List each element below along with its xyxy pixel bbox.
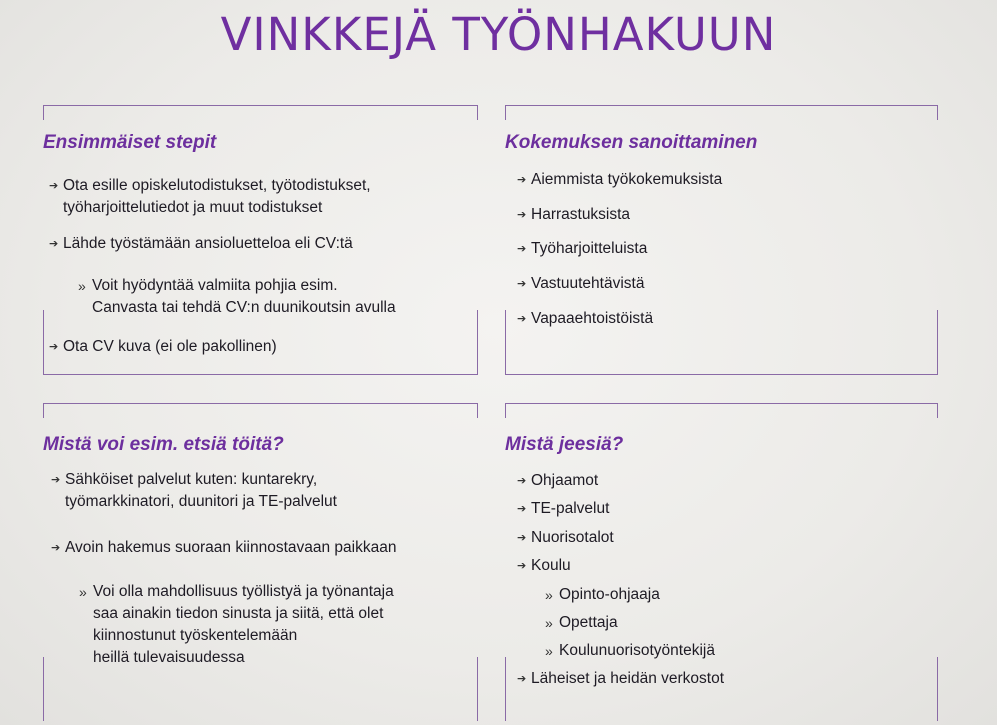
arrow-icon: ➔ — [517, 278, 527, 290]
double-chevron-icon: » — [545, 615, 553, 631]
item-line: Nuorisotalot — [531, 529, 614, 546]
double-chevron-icon: » — [545, 587, 553, 603]
frame-top — [505, 105, 938, 120]
panel-where-search — [43, 403, 478, 721]
list-item — [517, 498, 609, 520]
frame-top — [43, 105, 478, 120]
list-item — [517, 273, 644, 295]
panel-heading: Mistä voi esim. etsiä töitä? — [43, 434, 284, 455]
item-line: Avoin hakemus suoraan kiinnostavaan paikkaan — [65, 539, 397, 556]
arrow-icon: ➔ — [517, 243, 527, 255]
arrow-icon: ➔ — [49, 238, 59, 250]
double-chevron-icon: » — [78, 278, 86, 294]
panel-experience — [505, 105, 938, 375]
list-item — [517, 169, 722, 191]
double-chevron-icon: » — [79, 584, 87, 600]
item-line: Voit hyödyntää valmiita pohjia esim. — [92, 277, 338, 294]
list-item — [49, 233, 353, 255]
sub-list-item — [545, 612, 618, 634]
list-item — [51, 537, 396, 559]
item-line: Läheiset ja heidän verkostot — [531, 670, 725, 687]
item-line: heillä tulevaisuudessa — [93, 649, 245, 666]
item-line: Aiemmista työkokemuksista — [531, 171, 723, 188]
item-line: Vapaaehtoistöistä — [531, 310, 654, 327]
list-item — [517, 668, 724, 690]
item-line: Harrastuksista — [531, 206, 631, 223]
item-line: työharjoittelutiedot ja muut todistukset — [63, 199, 323, 216]
list-item — [517, 238, 647, 260]
item-line: Sähköiset palvelut kuten: kuntarekry, — [65, 471, 318, 488]
list-item — [517, 527, 614, 549]
arrow-icon: ➔ — [49, 341, 59, 353]
arrow-icon: ➔ — [51, 474, 61, 486]
item-line: Koulu — [531, 557, 571, 574]
arrow-icon: ➔ — [517, 673, 527, 685]
panel-heading: Kokemuksen sanoittaminen — [505, 132, 758, 153]
arrow-icon: ➔ — [517, 174, 527, 186]
arrow-icon: ➔ — [49, 180, 59, 192]
panel-heading: Mistä jeesiä? — [505, 434, 624, 455]
item-line: Opettaja — [559, 614, 618, 631]
list-item — [49, 175, 371, 219]
double-chevron-icon: » — [545, 643, 553, 659]
sub-list-item — [545, 640, 715, 662]
list-item — [517, 204, 630, 226]
item-line: Koulunuorisotyöntekijä — [559, 642, 715, 659]
frame-top — [43, 403, 478, 418]
item-line: Työharjoitteluista — [531, 240, 648, 257]
arrow-icon: ➔ — [517, 532, 527, 544]
item-line: Lähde työstämään ansioluetteloa eli CV:tä — [63, 235, 353, 252]
list-item — [517, 308, 653, 330]
item-line: Vastuutehtävistä — [531, 275, 645, 292]
list-item — [517, 555, 571, 577]
frame-top — [505, 403, 938, 418]
arrow-icon: ➔ — [517, 475, 527, 487]
panel-where-help — [505, 403, 938, 721]
item-line: Canvasta tai tehdä CV:n duunikoutsin avulla — [92, 299, 396, 316]
item-line: Ota esille opiskelutodistukset, työtodistukset, — [63, 177, 371, 194]
item-line: saa ainakin tiedon sinusta ja siitä, että olet — [93, 605, 384, 622]
page-title: VINKKEJÄ TYÖNHAKUUN — [220, 8, 777, 61]
list-item — [517, 470, 598, 492]
item-line: Ohjaamot — [531, 472, 599, 489]
arrow-icon: ➔ — [517, 313, 527, 325]
sub-list-item — [79, 581, 394, 669]
arrow-icon: ➔ — [51, 542, 61, 554]
sub-list-item — [545, 584, 660, 606]
item-line: työmarkkinatori, duunitori ja TE-palvelut — [65, 493, 337, 510]
arrow-icon: ➔ — [517, 209, 527, 221]
sub-list-item — [78, 275, 396, 319]
list-item — [51, 469, 337, 513]
panel-heading: Ensimmäiset stepit — [43, 132, 217, 153]
item-line: kiinnostunut työskentelemään — [93, 627, 298, 644]
list-item — [49, 336, 277, 358]
item-line: Opinto-ohjaaja — [559, 586, 660, 603]
panel-first-steps — [43, 105, 478, 375]
arrow-icon: ➔ — [517, 560, 527, 572]
arrow-icon: ➔ — [517, 503, 527, 515]
item-line: Ota CV kuva (ei ole pakollinen) — [63, 338, 277, 355]
item-line: TE-palvelut — [531, 500, 610, 517]
item-line: Voi olla mahdollisuus työllistyä ja työnantaja — [93, 583, 394, 600]
